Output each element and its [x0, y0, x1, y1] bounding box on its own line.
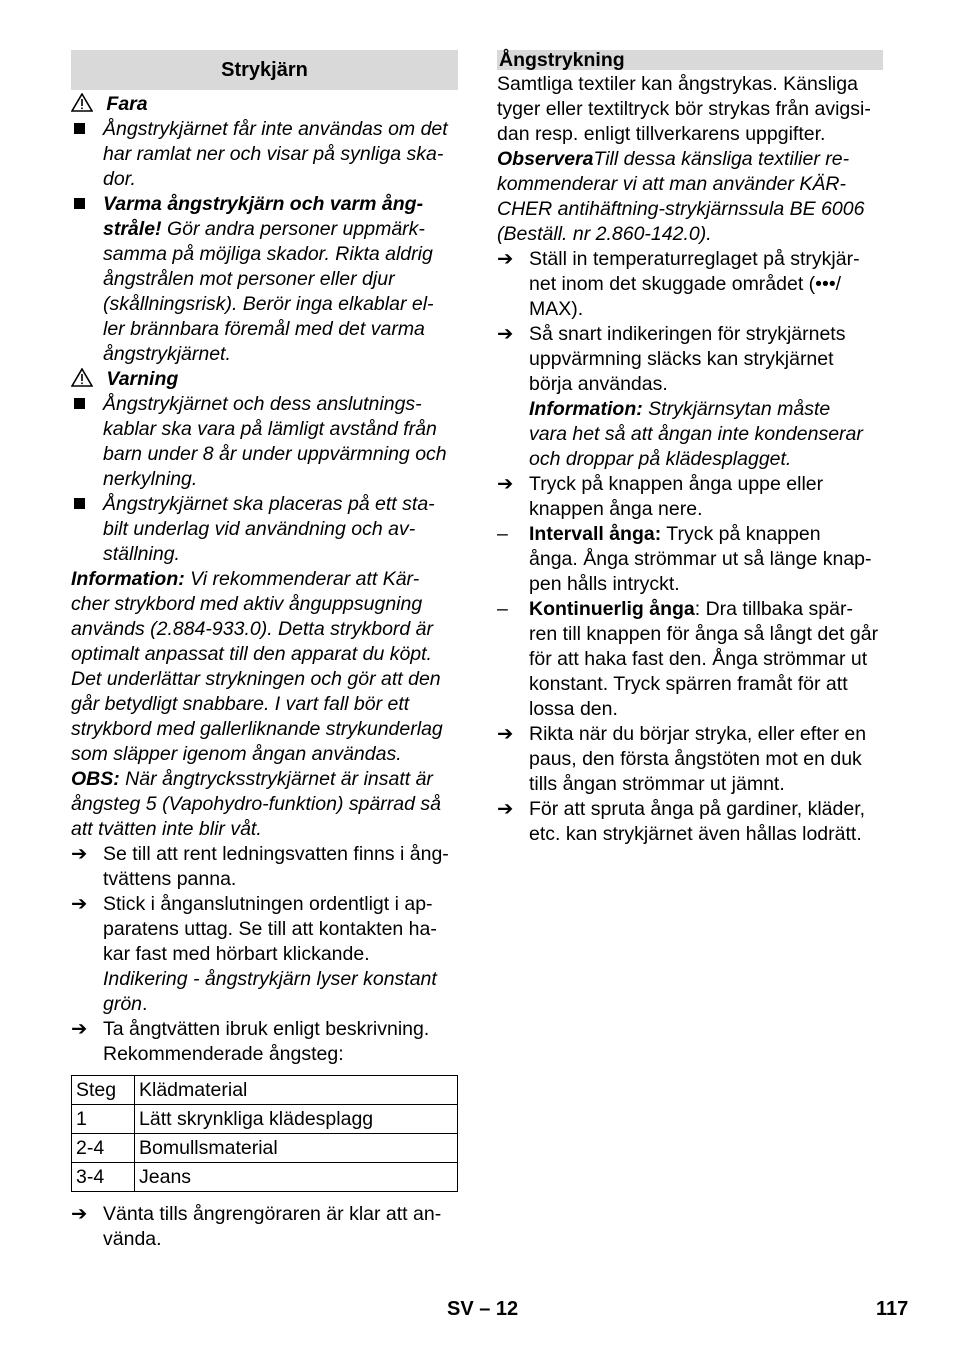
- step-heating: ➔ Så snart indikeringen för strykjärnets uppvärmning släcks kan strykjärnet börja användas. Information: Strykjärnsytan måste vara het så att ångan inte kondenserar och droppar på klädesplagget.: [497, 323, 863, 470]
- arrow-icon: ➔: [497, 323, 514, 345]
- obs-paragraph: OBS: När ångtrycksstrykjärnet är insatt är ångsteg 5 (Vapohydro-funktion) spärrad så att tvätten inte blir våt.: [71, 768, 441, 840]
- left-column: [71, 50, 458, 1252]
- warning-triangle-icon: [71, 93, 93, 112]
- step-press-steam: ➔ Tryck på knappen ånga uppe eller knappen ånga nere.: [497, 473, 824, 520]
- table-row: [72, 1105, 458, 1134]
- step-vertical: ➔ För att spruta ånga på gardiner, kläder, etc. kan strykjärnet även hållas lodrätt.: [497, 798, 866, 845]
- arrow-icon: ➔: [497, 473, 514, 495]
- steam-level-table: [71, 1075, 458, 1192]
- observera-paragraph: ObserveraTill dessa känsliga textilier re- kommenderar vi att man använder KÄR- CHER antihäftning-strykjärnssula BE 6006 (Beställ. nr 2.860-142.0).: [497, 148, 865, 245]
- table-header-cell: Steg: [72, 1076, 135, 1105]
- table-cell: Jeans: [135, 1163, 458, 1192]
- table-header-cell: Klädmaterial: [135, 1076, 458, 1105]
- table-row: [72, 1134, 458, 1163]
- arrow-icon: ➔: [71, 893, 88, 915]
- table-header-row: [72, 1076, 458, 1105]
- arrow-icon: ➔: [71, 1018, 88, 1040]
- step-wait: ➔ Vänta tills ångrengöraren är klar att an- vända.: [71, 1203, 442, 1250]
- dash-marker: –: [497, 523, 508, 545]
- warning-triangle-icon: [71, 368, 93, 387]
- intro-paragraph: Samtliga textiler kan ångstrykas. Känsliga tyger eller textiltryck bör strykas från avigsi- dan resp. enligt tillverkarens uppgifter.: [497, 73, 871, 145]
- table-cell: 3-4: [72, 1163, 135, 1192]
- step-first-burst: ➔ Rikta när du börjar stryka, eller efter en paus, den första ångstöten mot en duk tills ångan strömmar ut jämnt.: [497, 723, 867, 795]
- table-cell: 1: [72, 1105, 135, 1134]
- table-cell: Bomullsmaterial: [135, 1134, 458, 1163]
- step-start: ➔ Ta ångtvätten ibruk enligt beskrivning. Rekommenderade ångsteg:: [71, 1018, 430, 1065]
- dash-marker: –: [497, 598, 508, 620]
- section-heading: Strykjärn: [71, 50, 458, 90]
- bullet-square-icon: [74, 498, 85, 509]
- varning-item-2: Ångstrykjärnet ska placeras på ett sta- bilt underlag vid användning och av- ställning.: [71, 492, 458, 567]
- table-cell: Lätt skrynkliga klädesplagg: [135, 1105, 458, 1134]
- dash-continuous: – Kontinuerlig ånga: Dra tillbaka spär- ren till knappen för ånga så långt det går för att haka fast den. Ånga strömmar ut konstant. Tryck spärren framåt för att lossa den.: [497, 598, 879, 720]
- fara-item-2: Varma ångstrykjärn och varm ång- stråle! Gör andra personer uppmärk- samma på möjliga skador. Rikta aldrig ångstrålen mot personer eller djur (skållningsrisk). Berör inga elkablar el- ler brännbara föremål med det varma ångstrykjärnet.: [71, 192, 458, 367]
- bullet-square-icon: [74, 398, 85, 409]
- footer-section-label: SV – 12: [447, 1298, 519, 1320]
- arrow-icon: ➔: [497, 798, 514, 820]
- arrow-icon: ➔: [71, 843, 88, 865]
- dash-interval: – Intervall ånga: Tryck på knappen ånga. Ånga strömmar ut så länge knap- pen hålls intryckt.: [497, 523, 872, 595]
- warning-heading-fara: [71, 92, 458, 117]
- step-temperature: ➔ Ställ in temperaturreglaget på strykjär- net inom det skuggade området (•••/ MAX).: [497, 248, 860, 320]
- bullet-square-icon: [74, 198, 85, 209]
- varning-item-1: Ångstrykjärnet och dess anslutnings- kablar ska vara på lämligt avstånd från barn under 8 år under uppvärmning och nerkylning.: [71, 392, 458, 492]
- table-cell: 2-4: [72, 1134, 135, 1163]
- arrow-icon: ➔: [497, 248, 514, 270]
- step-connect: ➔ Stick i ånganslutningen ordentligt i ap- paratens uttag. Se till att kontakten ha- kar fast med hörbart klickande. Indikering - ångstrykjärn lyser konstant grön.: [71, 893, 437, 1015]
- step-water: ➔ Se till att rent ledningsvatten finns i ång- tvättens panna.: [71, 843, 449, 890]
- right-column: [497, 50, 883, 847]
- fara-label: Fara: [106, 93, 148, 115]
- table-row: [72, 1163, 458, 1192]
- arrow-icon: ➔: [71, 1203, 88, 1225]
- arrow-icon: ➔: [497, 723, 514, 745]
- bullet-square-icon: [74, 123, 85, 134]
- warning-heading-varning: [71, 367, 458, 392]
- information-paragraph: Information: Vi rekommenderar att Kär- cher strykbord med aktiv ånguppsugning används (2.884-933.0). Detta strykbord är optimalt anpassat till den apparat du köpt. Det underlättar strykningen och gör att den går betydligt snabbare. I vart fall bör ett strykbord med gallerliknande strykunderlag som släpper igenom ångan användas.: [71, 568, 443, 765]
- page-number: 117: [876, 1298, 909, 1320]
- varning-label: Varning: [106, 368, 179, 390]
- subsection-heading: Ångstrykning: [497, 50, 883, 70]
- fara-item-1: Ångstrykjärnet får inte användas om det har ramlat ner och visar på synliga ska- dor.: [71, 117, 458, 192]
